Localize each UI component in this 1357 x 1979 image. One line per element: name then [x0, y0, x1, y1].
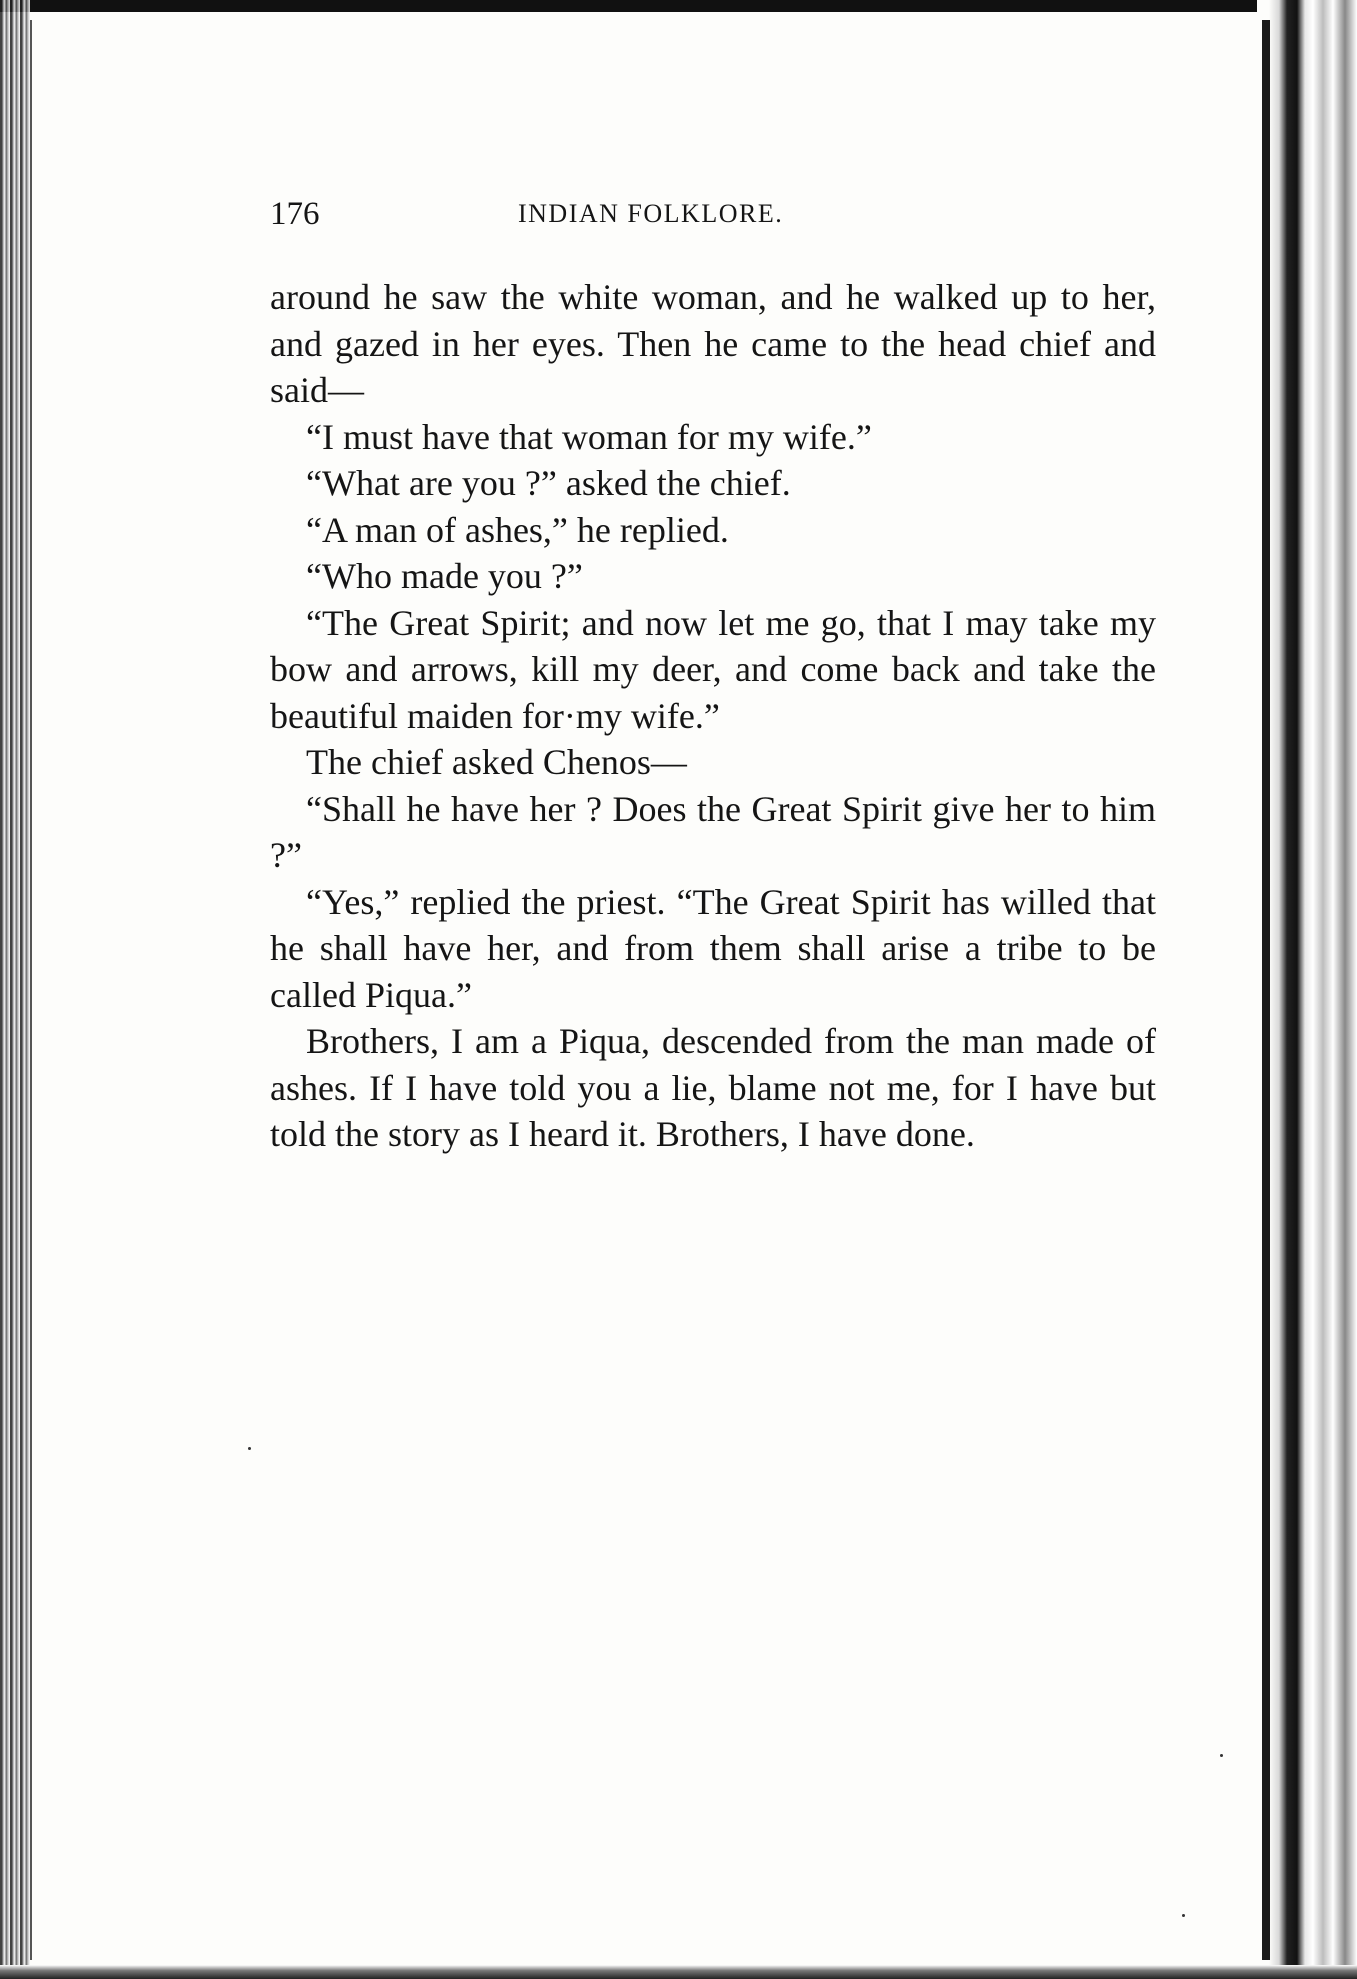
paragraph: “A man of ashes,” he replied.	[306, 509, 729, 550]
scan-top-edge	[0, 0, 1357, 12]
page-content	[270, 196, 1156, 1158]
running-title: INDIAN FOLKLORE.	[518, 199, 784, 228]
body-text	[270, 274, 1156, 1158]
scan-right-edge-line	[1262, 20, 1270, 1960]
paragraph: “Who made you ?”	[306, 556, 583, 596]
paragraph: “What are you ?” asked the chief.	[306, 463, 791, 503]
scan-speck	[1182, 1914, 1185, 1917]
scan-speck	[248, 1447, 251, 1450]
paragraph: “Shall he have her ? Does the Great Spirit give her to him ?”	[270, 788, 1156, 875]
scan-bottom-edge	[0, 1965, 1357, 1979]
paragraph: “Yes,” replied the priest. “The Great Spirit has willed that he shall have her, and from them shall arise a tribe to be called Piqua.”	[270, 881, 1156, 1015]
scan-left-edge	[0, 0, 30, 1979]
scan-right-edge	[1257, 0, 1357, 1979]
paragraph: The chief asked Chenos—	[306, 742, 687, 782]
page-number: 176	[270, 196, 320, 232]
paragraph: around he saw the white woman, and he walked up to her, and gazed in her eyes. Then he came to the head chief and said—	[270, 277, 1156, 410]
paragraph: “The Great Spirit; and now let me go, that I may take my bow and arrows, kill my deer, and come back and take the beautiful maiden for·my wife.”	[270, 602, 1156, 736]
scan-speck	[1220, 1754, 1223, 1757]
paragraph: Brothers, I am a Piqua, descended from the man made of ashes. If I have told you a lie, blame not me, for I have but told the story as I heard it. Brothers, I have done.	[270, 1021, 1156, 1154]
page-header	[270, 196, 1156, 244]
paragraph: “I must have that woman for my wife.”	[306, 416, 872, 457]
scan-left-edge-line	[30, 20, 32, 1960]
